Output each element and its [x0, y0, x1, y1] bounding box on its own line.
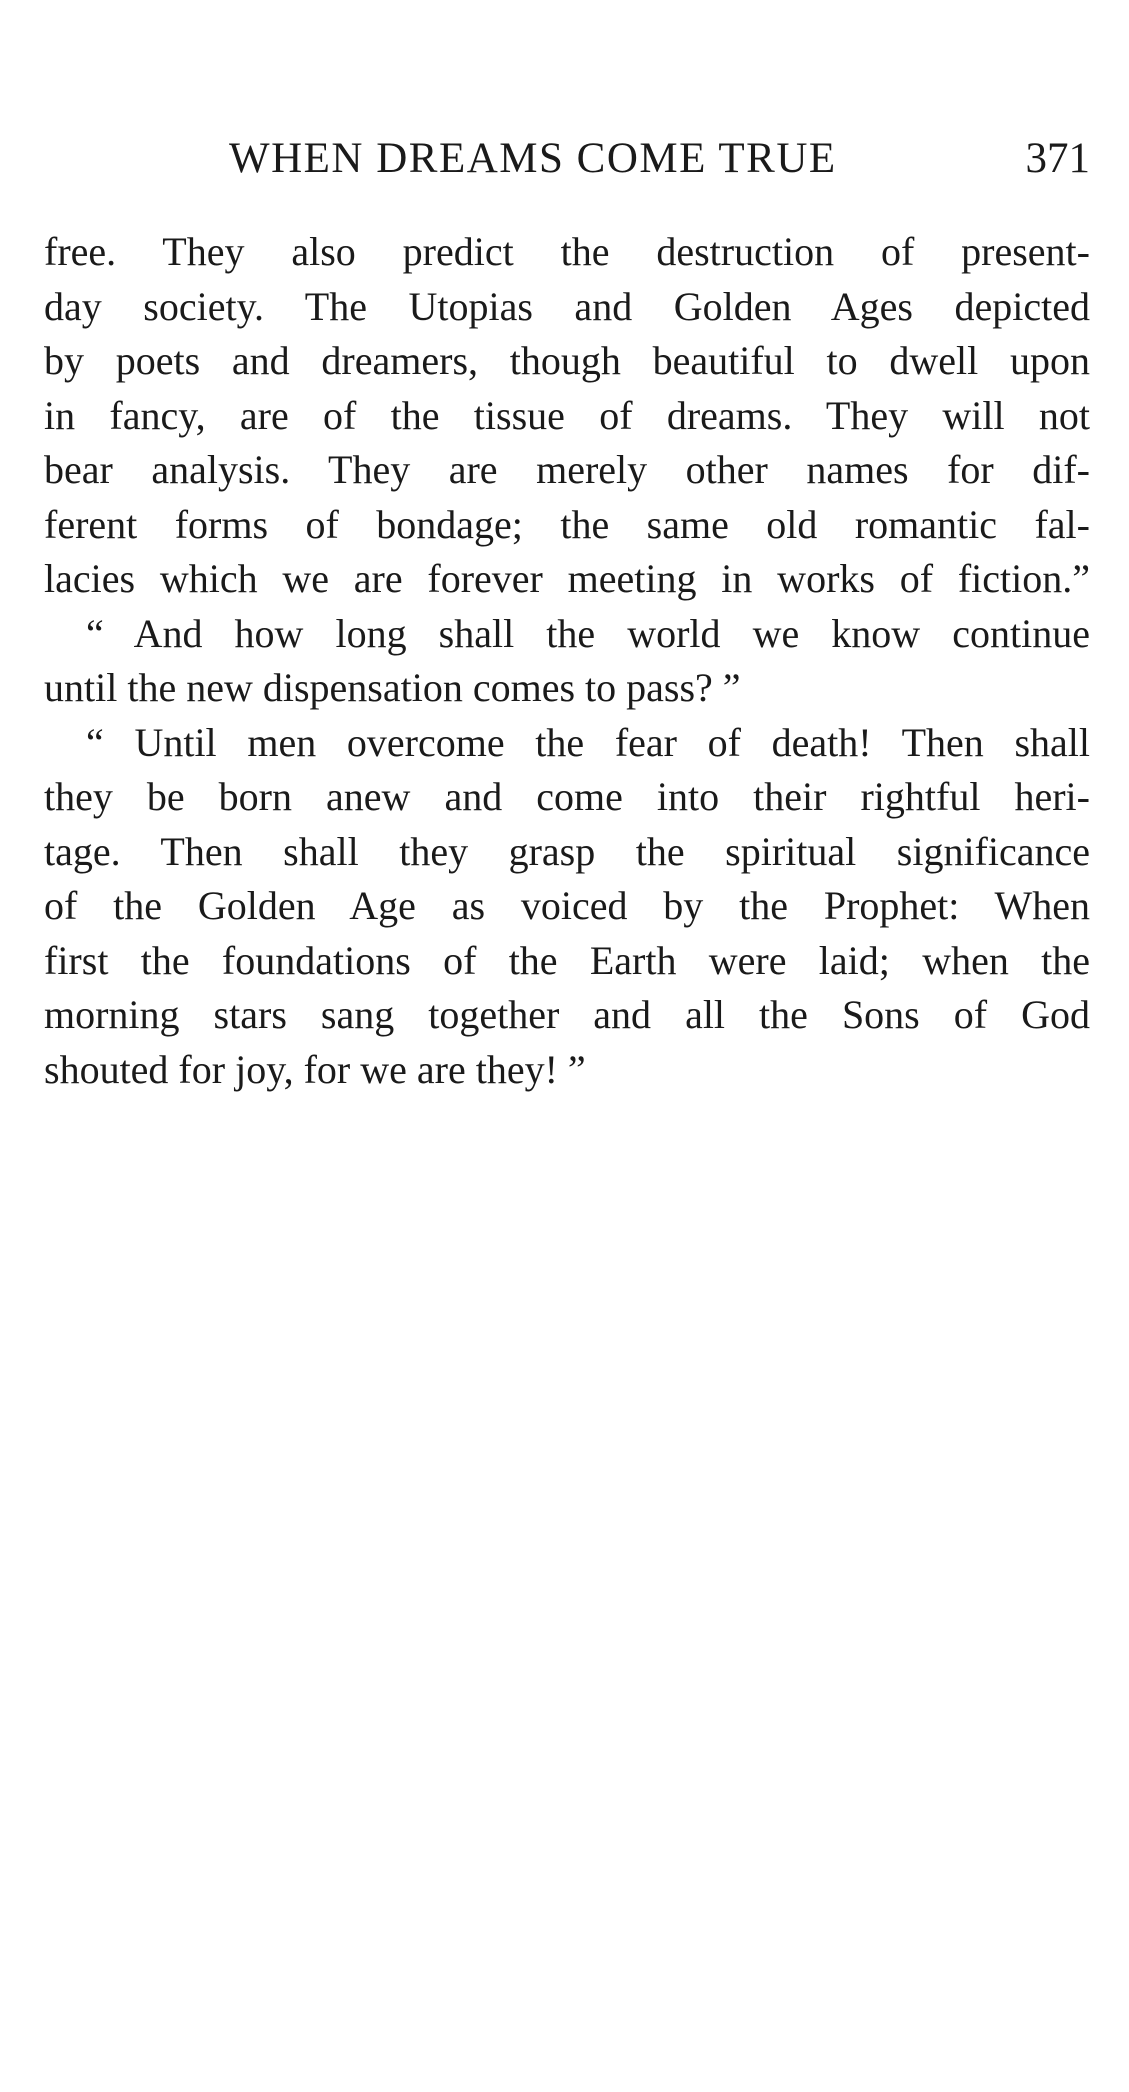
text-line: day society. The Utopias and Golden Ages depicted [44, 283, 1090, 329]
text-line: ferent forms of bondage; the same old romantic fal- [44, 501, 1090, 547]
text-line: in fancy, are of the tissue of dreams. They will not [44, 392, 1090, 438]
paragraph-start-line: “ And how long shall the world we know continue [86, 610, 1090, 656]
page-number: 371 [1025, 135, 1090, 182]
text-line: free. They also predict the destruction of present- [44, 229, 1090, 274]
text-line: of the Golden Age as voiced by the Prophet: When [44, 883, 1090, 928]
text-line: they be born anew and come into their rightful heri- [44, 774, 1090, 819]
paragraph-end-line: until the new dispensation comes to pass? ” [44, 665, 741, 710]
running-head [44, 134, 1090, 184]
running-title: WHEN DREAMS COME TRUE [229, 135, 837, 182]
text-line: lacies which we are forever meeting in works of fiction.” [44, 556, 1090, 601]
paragraph-start-line: “ Until men overcome the fear of death! Then shall [86, 719, 1090, 765]
text-line: bear analysis. They are merely other names for dif- [44, 447, 1090, 492]
paragraph-end-line: shouted for joy, for we are they! ” [44, 1046, 586, 1092]
text-line: tage. Then shall they grasp the spiritual significance [44, 828, 1090, 874]
text-line: morning stars sang together and all the Sons of God [44, 992, 1090, 1037]
body-text [44, 225, 1090, 1097]
text-line: by poets and dreamers, though beautiful to dwell upon [44, 338, 1090, 383]
text-line: first the foundations of the Earth were laid; when the [44, 937, 1090, 983]
